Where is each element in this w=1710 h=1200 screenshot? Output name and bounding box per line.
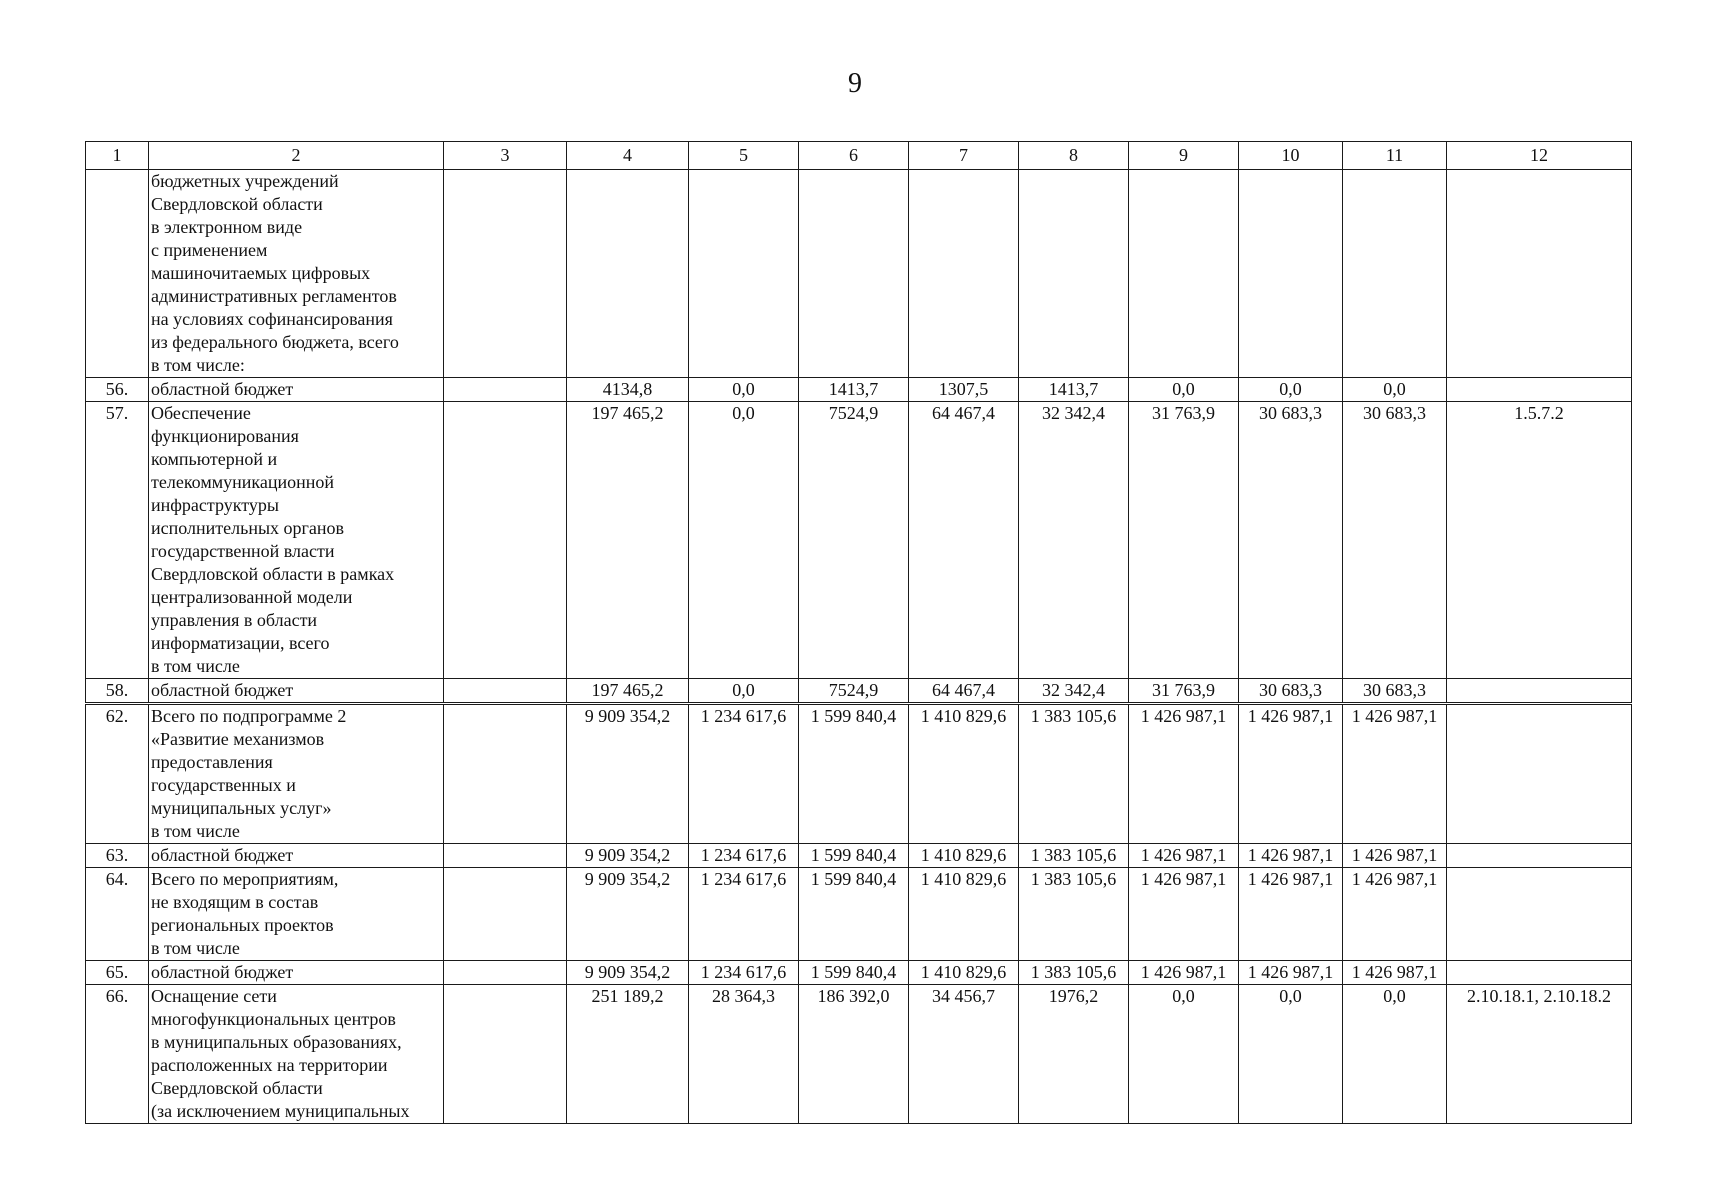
amount-cell: 4134,8 <box>567 378 689 402</box>
target-ref-cell <box>1447 844 1632 868</box>
amount-cell: 31 763,9 <box>1129 679 1239 704</box>
amount-cell: 1 383 105,6 <box>1019 868 1129 961</box>
header-cell: 1 <box>86 142 149 170</box>
amount-cell: 30 683,3 <box>1343 402 1447 679</box>
amount-cell: 1 599 840,4 <box>799 704 909 844</box>
table-row <box>86 679 1632 704</box>
amount-cell <box>1129 170 1239 378</box>
header-cell: 10 <box>1239 142 1343 170</box>
item-name-cell: областной бюджет <box>149 679 444 704</box>
amount-cell <box>1239 170 1343 378</box>
amount-cell: 64 467,4 <box>909 402 1019 679</box>
item-name-cell: Обеспечение функционирования компьютерной и телекоммуникационной инфраструктуры исполнительных органов государственной власти Свердловской области в рамках централизованной модели управления в области информатизации, всего в том числе <box>149 402 444 679</box>
amount-cell <box>1019 170 1129 378</box>
header-cell: 7 <box>909 142 1019 170</box>
item-name-cell: областной бюджет <box>149 961 444 985</box>
amount-cell: 1307,5 <box>909 378 1019 402</box>
column-3-cell <box>444 704 567 844</box>
amount-cell: 7524,9 <box>799 402 909 679</box>
amount-cell: 1976,2 <box>1019 985 1129 1124</box>
amount-cell: 9 909 354,2 <box>567 704 689 844</box>
amount-cell: 0,0 <box>689 378 799 402</box>
amount-cell <box>567 170 689 378</box>
amount-cell: 1 410 829,6 <box>909 704 1019 844</box>
amount-cell: 1 426 987,1 <box>1239 868 1343 961</box>
amount-cell: 1 234 617,6 <box>689 704 799 844</box>
amount-cell: 1 426 987,1 <box>1129 844 1239 868</box>
target-ref-cell: 2.10.18.1, 2.10.18.2 <box>1447 985 1632 1124</box>
amount-cell: 1 426 987,1 <box>1129 961 1239 985</box>
amount-cell: 1 426 987,1 <box>1343 704 1447 844</box>
amount-cell <box>799 170 909 378</box>
header-cell: 2 <box>149 142 444 170</box>
row-number-cell <box>86 170 149 378</box>
amount-cell: 0,0 <box>689 402 799 679</box>
amount-cell: 1413,7 <box>799 378 909 402</box>
target-ref-cell <box>1447 704 1632 844</box>
column-3-cell <box>444 170 567 378</box>
item-name-cell: Всего по подпрограмме 2 «Развитие механизмов предоставления государственных и муниципальных услуг» в том числе <box>149 704 444 844</box>
amount-cell: 1 426 987,1 <box>1129 704 1239 844</box>
budget-table <box>85 141 1632 1124</box>
amount-cell: 1413,7 <box>1019 378 1129 402</box>
amount-cell: 9 909 354,2 <box>567 961 689 985</box>
amount-cell <box>909 170 1019 378</box>
amount-cell: 7524,9 <box>799 679 909 704</box>
row-number-cell: 58. <box>86 679 149 704</box>
target-ref-cell <box>1447 961 1632 985</box>
target-ref-cell: 1.5.7.2 <box>1447 402 1632 679</box>
target-ref-cell <box>1447 868 1632 961</box>
amount-cell: 1 599 840,4 <box>799 961 909 985</box>
header-cell: 3 <box>444 142 567 170</box>
header-cell: 8 <box>1019 142 1129 170</box>
table-row <box>86 961 1632 985</box>
amount-cell: 30 683,3 <box>1239 402 1343 679</box>
amount-cell: 1 426 987,1 <box>1343 844 1447 868</box>
header-cell: 5 <box>689 142 799 170</box>
amount-cell: 0,0 <box>1239 378 1343 402</box>
amount-cell: 1 426 987,1 <box>1239 704 1343 844</box>
amount-cell: 9 909 354,2 <box>567 868 689 961</box>
amount-cell: 1 234 617,6 <box>689 961 799 985</box>
amount-cell <box>1343 170 1447 378</box>
amount-cell: 251 189,2 <box>567 985 689 1124</box>
amount-cell: 0,0 <box>689 679 799 704</box>
amount-cell: 197 465,2 <box>567 679 689 704</box>
amount-cell: 1 234 617,6 <box>689 844 799 868</box>
amount-cell: 9 909 354,2 <box>567 844 689 868</box>
table-row <box>86 868 1632 961</box>
column-3-cell <box>444 378 567 402</box>
table-row <box>86 844 1632 868</box>
row-number-cell: 63. <box>86 844 149 868</box>
amount-cell: 0,0 <box>1343 985 1447 1124</box>
column-3-cell <box>444 985 567 1124</box>
row-number-cell: 66. <box>86 985 149 1124</box>
amount-cell: 1 599 840,4 <box>799 868 909 961</box>
header-cell: 12 <box>1447 142 1632 170</box>
amount-cell: 28 364,3 <box>689 985 799 1124</box>
column-3-cell <box>444 961 567 985</box>
column-3-cell <box>444 844 567 868</box>
amount-cell: 32 342,4 <box>1019 679 1129 704</box>
item-name-cell: Всего по мероприятиям, не входящим в состав региональных проектов в том числе <box>149 868 444 961</box>
table-row <box>86 985 1632 1124</box>
item-name-cell: областной бюджет <box>149 378 444 402</box>
amount-cell <box>689 170 799 378</box>
table-row <box>86 378 1632 402</box>
amount-cell: 0,0 <box>1239 985 1343 1124</box>
row-number-cell: 65. <box>86 961 149 985</box>
row-number-cell: 57. <box>86 402 149 679</box>
amount-cell: 30 683,3 <box>1343 679 1447 704</box>
column-3-cell <box>444 868 567 961</box>
page-number: 9 <box>848 68 862 99</box>
table-row <box>86 704 1632 844</box>
amount-cell: 31 763,9 <box>1129 402 1239 679</box>
amount-cell: 30 683,3 <box>1239 679 1343 704</box>
amount-cell: 64 467,4 <box>909 679 1019 704</box>
amount-cell: 1 426 987,1 <box>1343 961 1447 985</box>
amount-cell: 0,0 <box>1343 378 1447 402</box>
column-3-cell <box>444 402 567 679</box>
amount-cell: 1 410 829,6 <box>909 844 1019 868</box>
amount-cell: 1 426 987,1 <box>1129 868 1239 961</box>
amount-cell: 1 383 105,6 <box>1019 704 1129 844</box>
amount-cell: 1 410 829,6 <box>909 868 1019 961</box>
amount-cell: 197 465,2 <box>567 402 689 679</box>
header-row <box>86 142 1632 170</box>
amount-cell: 34 456,7 <box>909 985 1019 1124</box>
item-name-cell: бюджетных учреждений Свердловской области в электронном виде с применением машиночитаемых цифровых административных регламентов на условиях софинансирования из федерального бюджета, всего в том числе: <box>149 170 444 378</box>
item-name-cell: областной бюджет <box>149 844 444 868</box>
table-row <box>86 170 1632 378</box>
target-ref-cell <box>1447 378 1632 402</box>
amount-cell: 1 599 840,4 <box>799 844 909 868</box>
amount-cell: 1 410 829,6 <box>909 961 1019 985</box>
column-3-cell <box>444 679 567 704</box>
amount-cell: 1 426 987,1 <box>1343 868 1447 961</box>
row-number-cell: 62. <box>86 704 149 844</box>
amount-cell: 1 426 987,1 <box>1239 844 1343 868</box>
amount-cell: 0,0 <box>1129 985 1239 1124</box>
row-number-cell: 56. <box>86 378 149 402</box>
header-cell: 11 <box>1343 142 1447 170</box>
header-cell: 6 <box>799 142 909 170</box>
header-cell: 4 <box>567 142 689 170</box>
amount-cell: 1 234 617,6 <box>689 868 799 961</box>
item-name-cell: Оснащение сети многофункциональных центров в муниципальных образованиях, расположенных на территории Свердловской области (за исключением муниципальных <box>149 985 444 1124</box>
row-number-cell: 64. <box>86 868 149 961</box>
target-ref-cell <box>1447 170 1632 378</box>
amount-cell: 1 426 987,1 <box>1239 961 1343 985</box>
amount-cell: 32 342,4 <box>1019 402 1129 679</box>
target-ref-cell <box>1447 679 1632 704</box>
header-cell: 9 <box>1129 142 1239 170</box>
table-row <box>86 402 1632 679</box>
amount-cell: 1 383 105,6 <box>1019 961 1129 985</box>
amount-cell: 1 383 105,6 <box>1019 844 1129 868</box>
amount-cell: 186 392,0 <box>799 985 909 1124</box>
amount-cell: 0,0 <box>1129 378 1239 402</box>
